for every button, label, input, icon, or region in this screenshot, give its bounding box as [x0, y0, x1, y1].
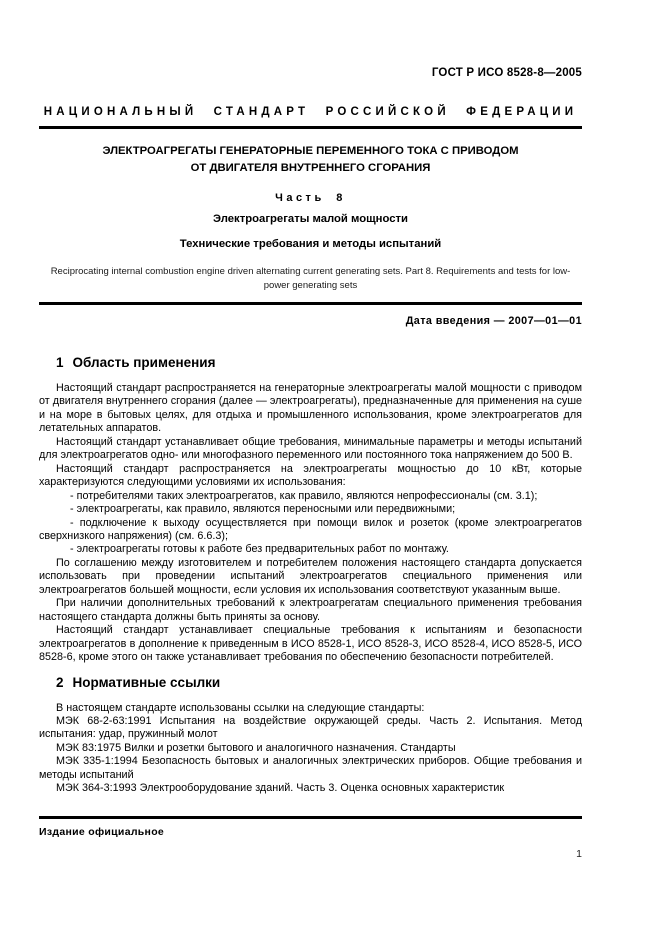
section-2-heading [56, 675, 582, 691]
reference-item: МЭК 335-1:1994 Безопасность бытовых и аналогичных электрических приборов. Общие требования и методы испытаний [39, 755, 582, 781]
subtitle-requirements: Технические требования и методы испытаний [179, 238, 442, 250]
edition-note: Издание официальное [39, 826, 165, 838]
paragraph: Настоящий стандарт распространяется на генераторные электроагрегаты малой мощности с приводом от двигателя внутреннего сгорания (далее — электроагрегаты), предназначенные для применения на суше и на море в бытовых целях, для отдыха и промышленного использования, кроме электроагрегатов для летательных аппаратов. [39, 382, 582, 435]
page-number: 1 [576, 848, 582, 860]
doc-code: ГОСТ Р ИСО 8528-8—2005 [431, 67, 582, 79]
footer-rule [39, 816, 582, 819]
list-item: - электроагрегаты, как правило, являются переносными или передвижными; [70, 503, 456, 516]
title-block [39, 143, 582, 292]
section-1-number: 1 [56, 355, 64, 370]
paragraph: При наличии дополнительных требований к электроагрегатам специального применения требования настоящего стандарта должны быть приняты за основу. [39, 597, 582, 623]
paragraph: Настоящий стандарт распространяется на электроагрегаты мощностью до 10 кВт, которые характеризуются следующими условиями их использования: [39, 462, 582, 489]
title-line-1: ЭЛЕКТРОАГРЕГАТЫ ГЕНЕРАТОРНЫЕ ПЕРЕМЕННОГО ТОКА С ПРИВОДОМ [102, 145, 519, 157]
title-line-2: ОТ ДВИГАТЕЛЯ ВНУТРЕННЕГО СГОРАНИЯ [190, 161, 431, 174]
reference-item: МЭК 68-2-63:1991 Испытания на воздействие окружающей среды. Часть 2. Испытания. Метод испытания: удар, пружинный молот [39, 714, 582, 741]
subtitle-scope: Электроагрегаты малой мощности [212, 213, 408, 225]
part-label: Часть 8 [275, 192, 346, 204]
list-item: - подключение к выходу осуществляется при помощи вилок и розеток (кроме электроагрегатов сверхнизкого напряжения) (см. 6.6.3); [39, 516, 582, 542]
section-1-heading [56, 355, 582, 371]
list-item: - потребителями таких электроагрегатов, как правило, являются непрофессионалы (см. 3.1); [70, 489, 538, 502]
list-item: - электроагрегаты готовы к работе без предварительных работ по монтажу. [70, 543, 449, 556]
paragraph: Настоящий стандарт устанавливает общие требования, минимальные параметры и методы испытаний для электроагрегатов одно- или многофазного переменного или постоянного тока напряжением до 500 В. [39, 435, 582, 462]
section-2-body [39, 702, 582, 796]
paragraph: По соглашению между изготовителем и потребителем положения настоящего стандарта допускается использовать при проведении испытаний электроагрегатов специального применения или электроагрегатов большей мощности, если условия их использования соответствуют указанным выше. [39, 556, 582, 596]
standard-type-banner: НАЦИОНАЛЬНЫЙ СТАНДАРТ РОССИЙСКОЙ ФЕДЕРАЦИИ [43, 106, 578, 118]
title-english: Reciprocating internal combustion engine driven alternating current generating sets. Part 8. Requirements and tests for low-power generating sets [50, 266, 571, 291]
reference-item: МЭК 364-3:1993 Электрооборудование зданий. Часть 3. Оценка основных характеристик [56, 782, 505, 795]
effective-date: Дата введения — 2007—01—01 [405, 315, 582, 327]
section-1-title: Область применения [72, 355, 216, 370]
section-2-title: Нормативные ссылки [72, 674, 221, 690]
section-normative-references [39, 675, 582, 796]
header-rule [39, 126, 582, 129]
paragraph: В настоящем стандарте использованы ссылки на следующие стандарты: [56, 701, 425, 714]
section-1-body [39, 382, 582, 665]
paragraph: Настоящий стандарт устанавливает специальные требования к испытаниям и безопасности электроагрегатов в дополнение к приведенным в ИСО 8528-1, ИСО 8528-3, ИСО 8528-4, ИСО 8528-5, ИСО 8528-6, кроме этого он также устанавливает требования по обеспечению безопасности потребителей. [39, 624, 582, 664]
section-2-number: 2 [56, 674, 64, 690]
date-rule [39, 302, 582, 305]
reference-item: МЭК 83:1975 Вилки и розетки бытового и аналогичного назначения. Стандарты [56, 741, 456, 754]
section-scope [39, 355, 582, 665]
